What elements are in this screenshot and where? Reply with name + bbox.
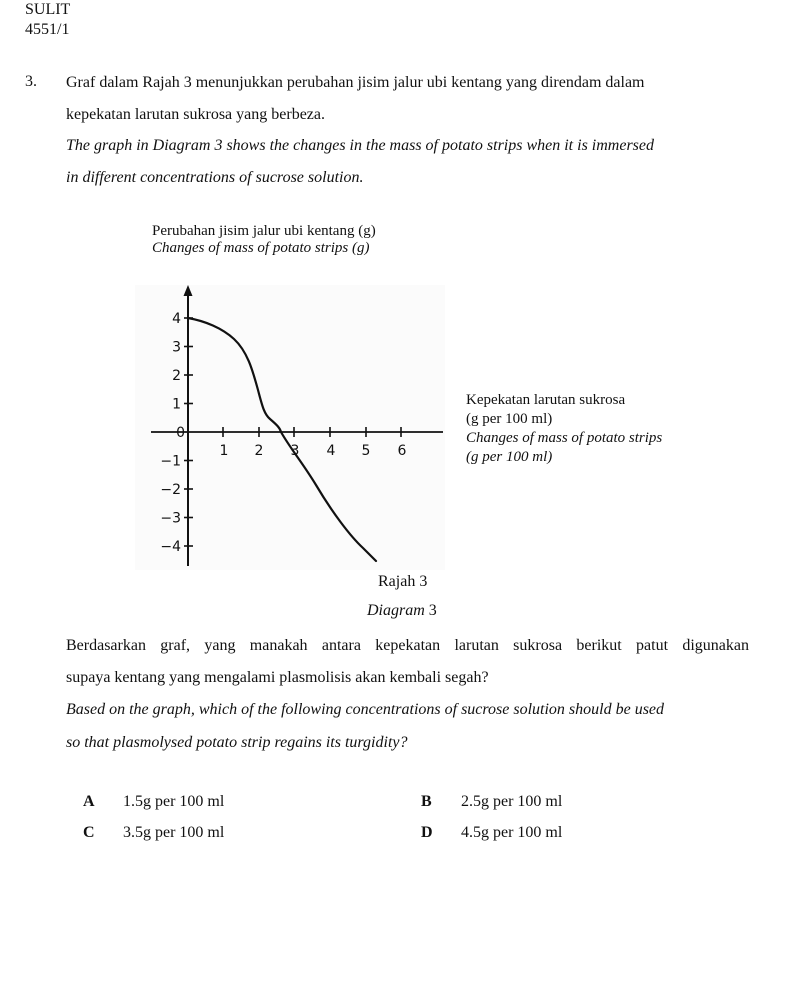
- option-d[interactable]: [421, 824, 562, 842]
- y-axis-label-malay: Perubahan jisim jalur ubi kentang (g): [152, 223, 376, 239]
- prompt-english-line1: Based on the graph, which of the following concentrations of sucrose solution should be used: [66, 701, 665, 718]
- option-c-text: 3.5g per 100 ml: [123, 824, 225, 841]
- prompt-malay-line1: Berdasarkan graf, yang manakah antara kepekatan larutan sukrosa berikut patut digunakan: [66, 637, 749, 654]
- y-tick-minus1: −1: [160, 453, 181, 470]
- x-axis-label-malay-line2: (g per 100 ml): [466, 411, 553, 427]
- diagram-caption-number: 3: [424, 602, 437, 619]
- x-axis-label-english-line2: (g per 100 ml): [466, 449, 553, 465]
- y-tick-4: 4: [172, 311, 181, 327]
- x-axis-label-english-line1: Changes of mass of potato strips: [466, 430, 663, 446]
- x-tick-5: 5: [361, 443, 371, 459]
- option-b[interactable]: [421, 793, 562, 811]
- option-b-text: 2.5g per 100 ml: [461, 793, 563, 810]
- x-tick-1: 1: [219, 443, 229, 459]
- paper-code: 4551/1: [25, 21, 70, 38]
- prompt-english-line2: so that plasmolysed potato strip regains its turgidity?: [66, 734, 408, 751]
- option-d-text: 4.5g per 100 ml: [461, 824, 563, 841]
- x-axis-label-malay-line1: Kepekatan larutan sukrosa: [466, 392, 626, 408]
- question-number: 3.: [25, 73, 37, 90]
- intro-malay-line1: Graf dalam Rajah 3 menunjukkan perubahan jisim jalur ubi kentang yang direndam dalam: [66, 74, 645, 91]
- y-tick-0: 0: [176, 425, 185, 441]
- prompt-malay-line2: supaya kentang yang mengalami plasmolisis akan kembali segah?: [66, 669, 489, 686]
- y-tick-minus3: −3: [160, 510, 181, 527]
- option-a-letter: A: [83, 793, 95, 810]
- x-tick-2: 2: [254, 443, 264, 459]
- intro-english-line1: The graph in Diagram 3 shows the changes in the mass of potato strips when it is immersed: [66, 137, 655, 154]
- x-tick-4: 4: [326, 443, 336, 459]
- x-tick-6: 6: [397, 443, 407, 459]
- classification-label: SULIT: [25, 1, 71, 18]
- option-c-letter: C: [83, 824, 95, 841]
- option-d-letter: D: [421, 824, 433, 841]
- diagram-caption-english: [367, 602, 437, 620]
- option-c[interactable]: [83, 824, 224, 842]
- option-a[interactable]: [83, 793, 224, 811]
- option-a-text: 1.5g per 100 ml: [123, 793, 225, 810]
- y-tick-1: 1: [172, 396, 181, 413]
- intro-malay-line2: kepekatan larutan sukrosa yang berbeza.: [66, 106, 325, 123]
- diagram-caption-malay: Rajah 3: [378, 573, 428, 590]
- diagram-caption-word: Diagram: [367, 602, 425, 619]
- y-axis-label-english: Changes of mass of potato strips (g): [152, 240, 370, 256]
- x-tick-3: 3: [290, 443, 300, 459]
- y-tick-3: 3: [172, 339, 181, 356]
- option-b-letter: B: [421, 793, 432, 810]
- intro-english-line2: in different concentrations of sucrose solution.: [66, 169, 364, 186]
- y-tick-minus4: −4: [160, 539, 181, 555]
- y-tick-minus2: −2: [160, 482, 181, 498]
- y-tick-2: 2: [172, 368, 181, 384]
